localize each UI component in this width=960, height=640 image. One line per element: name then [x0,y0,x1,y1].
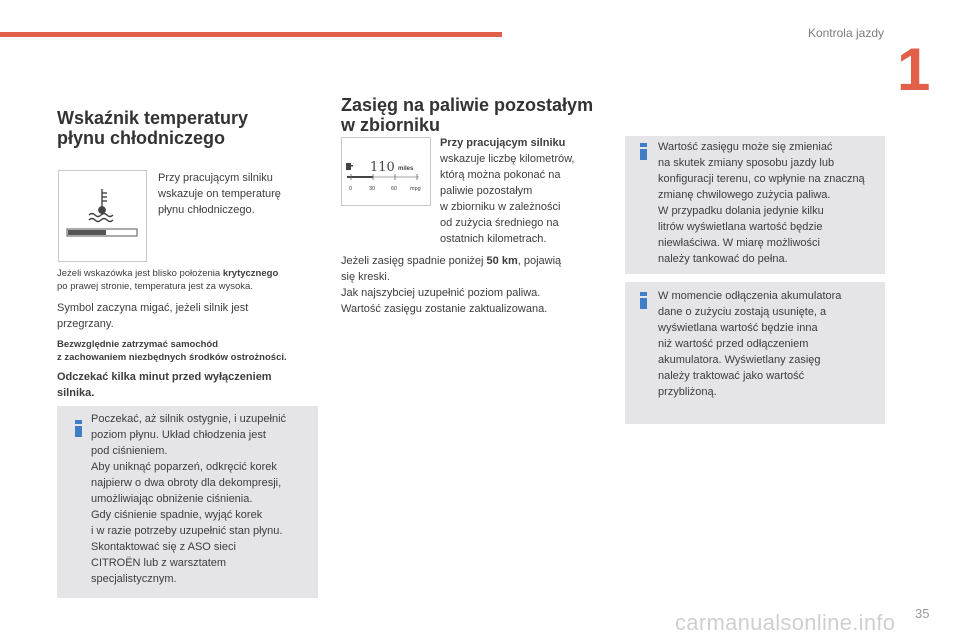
coolant-note-text: Poczekać, aż silnik ostygnie, i uzupełnić poziom płynu. Układ chłodzenia jest pod ciśnieniem. Aby uniknąć poparzeń, odkręcić korek najpierw o dwa obroty dla dekompresji, umożliwiając obniżenie ciśnienia. Gdy ciśnienie spadnie, wyjąć korek i w razie potrzeby uzupełnić stan płynu. Skontaktować się z ASO sieci CITROËN lub z warsztatem specjalistycznym. [91,413,287,585]
fuel-tick-0: 0 [349,186,353,192]
coolant-title-line2: płynu chłodniczego [57,128,226,148]
header-accent-bar [0,32,502,37]
fuel-tick-mpg: mpg [410,186,421,192]
range-note-2-text: W momencie odłączenia akumulatora dane o zużyciu zostają usunięte, a wyświetlana wartość będzie inna niż wartość przed odłączeniem akumulatora. Wyświetlany zasięg należy traktować jako wartość przybliżoną. [658,290,842,398]
page-number: 35 [915,606,930,621]
coolant-stop-text: Bezwzględnie zatrzymać samochód z zachowaniem niezbędnych środków ostrożności. [57,339,287,363]
fuel-range-display-image [341,137,431,206]
fuel-tick-30: 30 [369,186,376,192]
range-title-line1: Zasięg na paliwie pozostałym [341,95,594,115]
coolant-section-title [57,108,317,148]
coolant-blink-text: Symbol zaczyna migać, jeżeli silnik jest przegrzany. [57,302,249,330]
coolant-temperature-icon [59,171,146,261]
range-info-note-2 [625,282,885,424]
coolant-wait-text: Odczekać kilka minut przed wyłączeniem silnika. [57,371,272,399]
chapter-number: 1 [897,36,931,103]
fuel-range-value: 110 [370,160,395,175]
info-icon [639,143,648,160]
coolant-gauge-image [58,170,147,262]
fuel-tick-60: 60 [391,186,398,192]
watermark: carmanualsonline.info [675,610,896,635]
fuel-display-graphic [342,138,430,205]
coolant-title-line1: Wskaźnik temperatury [57,108,249,128]
coolant-info-note [57,406,318,598]
range-title-line2: w zbiorniku [341,115,440,135]
coolant-intro: Przy pracującym silniku wskazuje on temperaturę płynu chłodniczego. [158,172,281,216]
info-icon [74,420,83,437]
section-title: Kontrola jazdy [807,26,884,40]
fuel-pump-icon [346,163,353,170]
range-low-text: Jeżeli zasięg spadnie poniżej 50 km, pojawią się kreski. Jak najszybciej uzupełnić poziom paliwa. Wartość zasięgu zostanie zaktualizowana. [341,255,562,315]
fuel-range-unit: miles [398,166,414,172]
range-info-note-1 [625,136,885,274]
coolant-warning: Jeżeli wskazówka jest blisko położenia krytycznego po prawej stronie, temperatura jest za wysoka. [57,268,279,292]
range-note-1-text: Wartość zasięgu może się zmieniać na skutek zmiany sposobu jazdy lub konfiguracji terenu, co wpłynie na znaczną zmianę chwilowego zużycia paliwa. W przypadku dolania jedynie kilku litrów wyświetlana wartość będzie niewłaściwa. W miarę możliwości należy tankować do pełna. [658,141,865,265]
range-intro: Przy pracującym silniku wskazuje liczbę kilometrów, którą można pokonać na paliwie pozostałym w zbiorniku w zależności od zużycia średniego na ostatnich kilometrach. [440,137,575,245]
range-section-title [341,95,611,135]
info-icon [639,292,648,309]
